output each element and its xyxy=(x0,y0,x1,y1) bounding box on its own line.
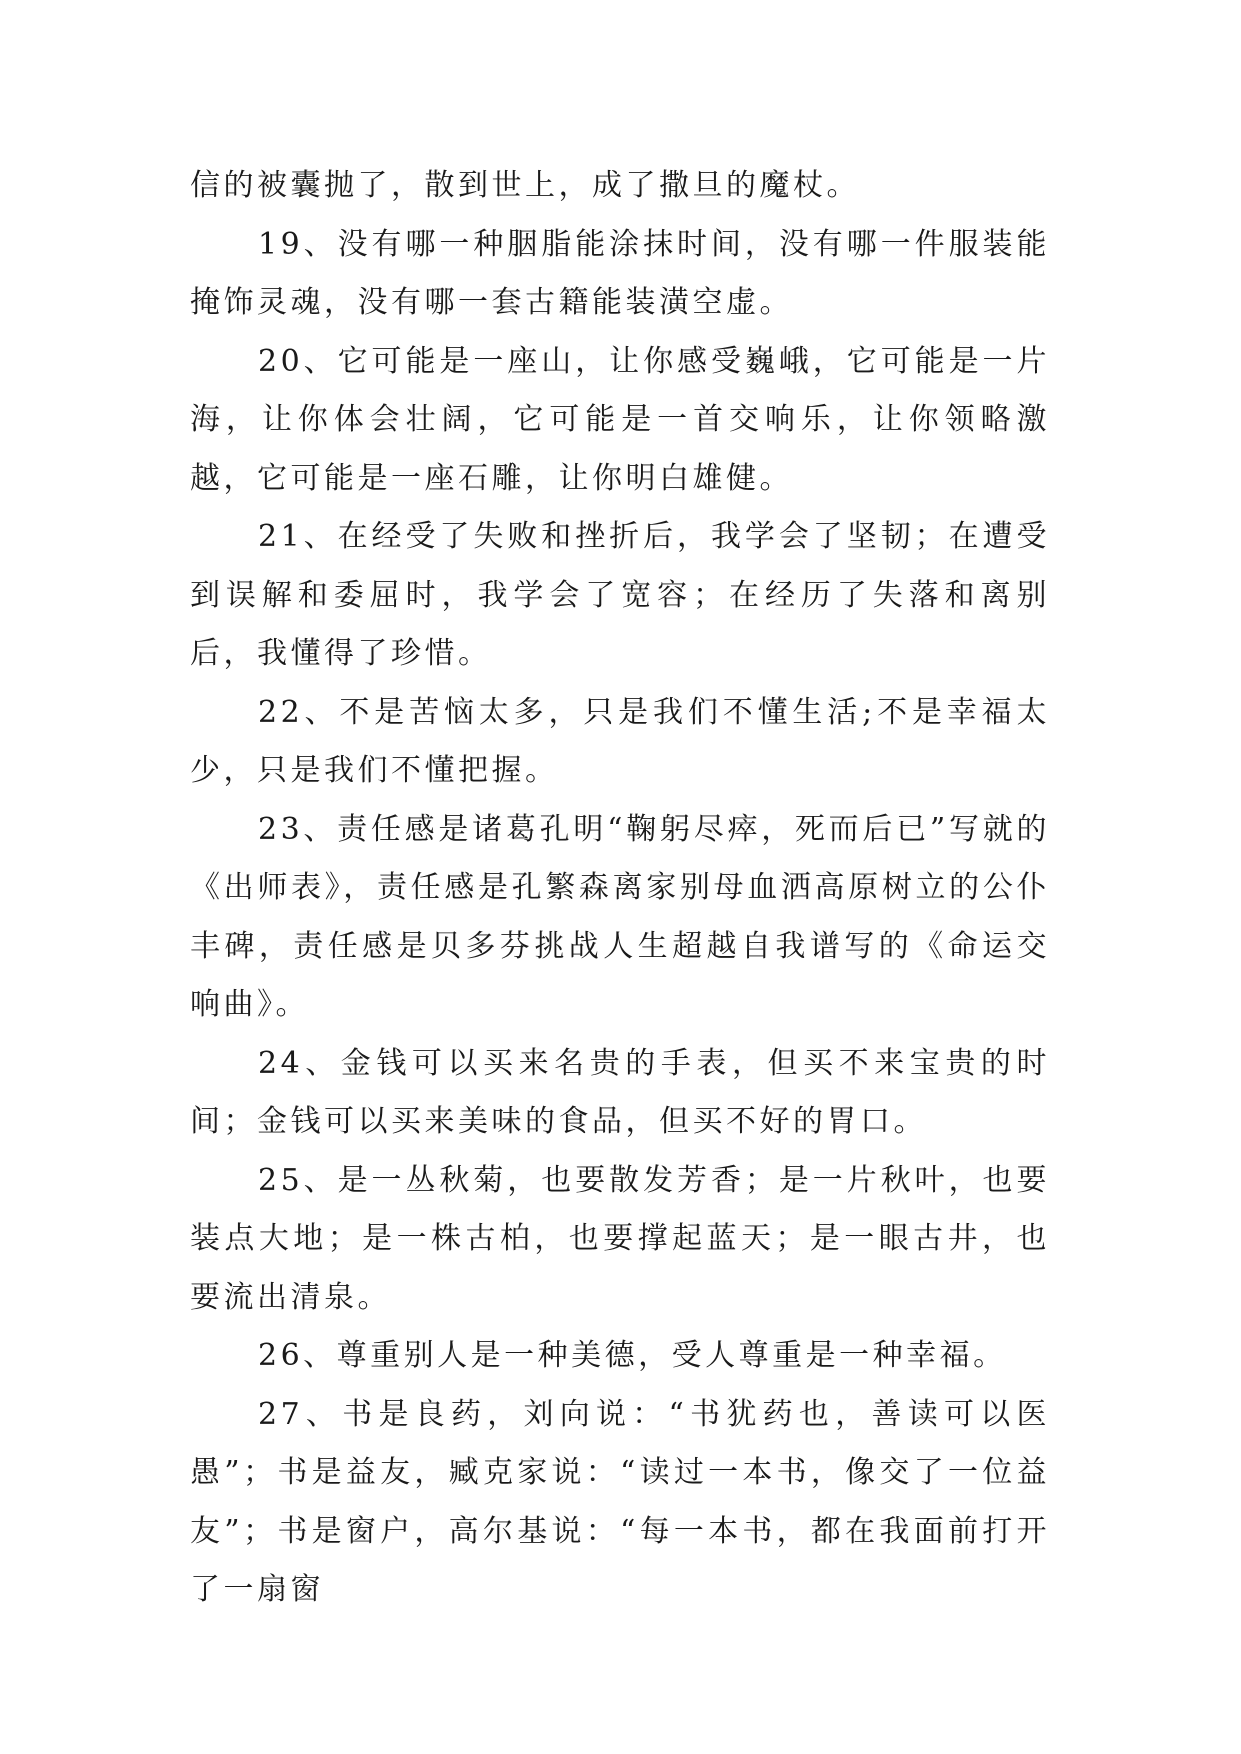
paragraph-23: 23、责任感是诸葛孔明“鞠躬尽瘁，死而后已”写就的《出师表》，责任感是孔繁森离家别母血洒高原树立的公仆丰碑，责任感是贝多芬挑战人生超越自我谱写的《命运交响曲》。 xyxy=(190,811,1050,1022)
document-page xyxy=(190,157,1050,1620)
paragraph-21: 21、在经受了失败和挫折后，我学会了坚韧；在遭受到误解和委屈时，我学会了宽容；在经历了失落和离别后，我懂得了珍惜。 xyxy=(190,519,1050,671)
paragraph-22: 22、不是苦恼太多，只是我们不懂生活;不是幸福太少，只是我们不懂把握。 xyxy=(190,694,1050,788)
paragraph-18-continuation: 信的被囊抛了，散到世上，成了撒旦的魔杖。 xyxy=(190,168,860,203)
paragraph-24: 24、金钱可以买来名贵的手表，但买不来宝贵的时间；金钱可以买来美味的食品，但买不好的胃口。 xyxy=(190,1045,1050,1139)
paragraph-25: 25、是一丛秋菊，也要散发芳香；是一片秋叶，也要装点大地；是一株古柏，也要撑起蓝天；是一眼古井，也要流出清泉。 xyxy=(190,1162,1050,1315)
paragraph-27: 27、书是良药，刘向说：“书犹药也，善读可以医愚”；书是益友，臧克家说：“读过一本书，像交了一位益友”；书是窗户，高尔基说：“每一本书，都在我面前打开了一扇窗 xyxy=(190,1396,1050,1607)
paragraph-19: 19、没有哪一种胭脂能涂抹时间，没有哪一件服装能掩饰灵魂，没有哪一套古籍能装潢空虚。 xyxy=(190,226,1050,320)
paragraph-26: 26、尊重别人是一种美德，受人尊重是一种幸福。 xyxy=(258,1338,1007,1373)
paragraph-20: 20、它可能是一座山，让你感受巍峨，它可能是一片海，让你体会壮阔，它可能是一首交响乐，让你领略激越，它可能是一座石雕，让你明白雄健。 xyxy=(190,343,1050,496)
